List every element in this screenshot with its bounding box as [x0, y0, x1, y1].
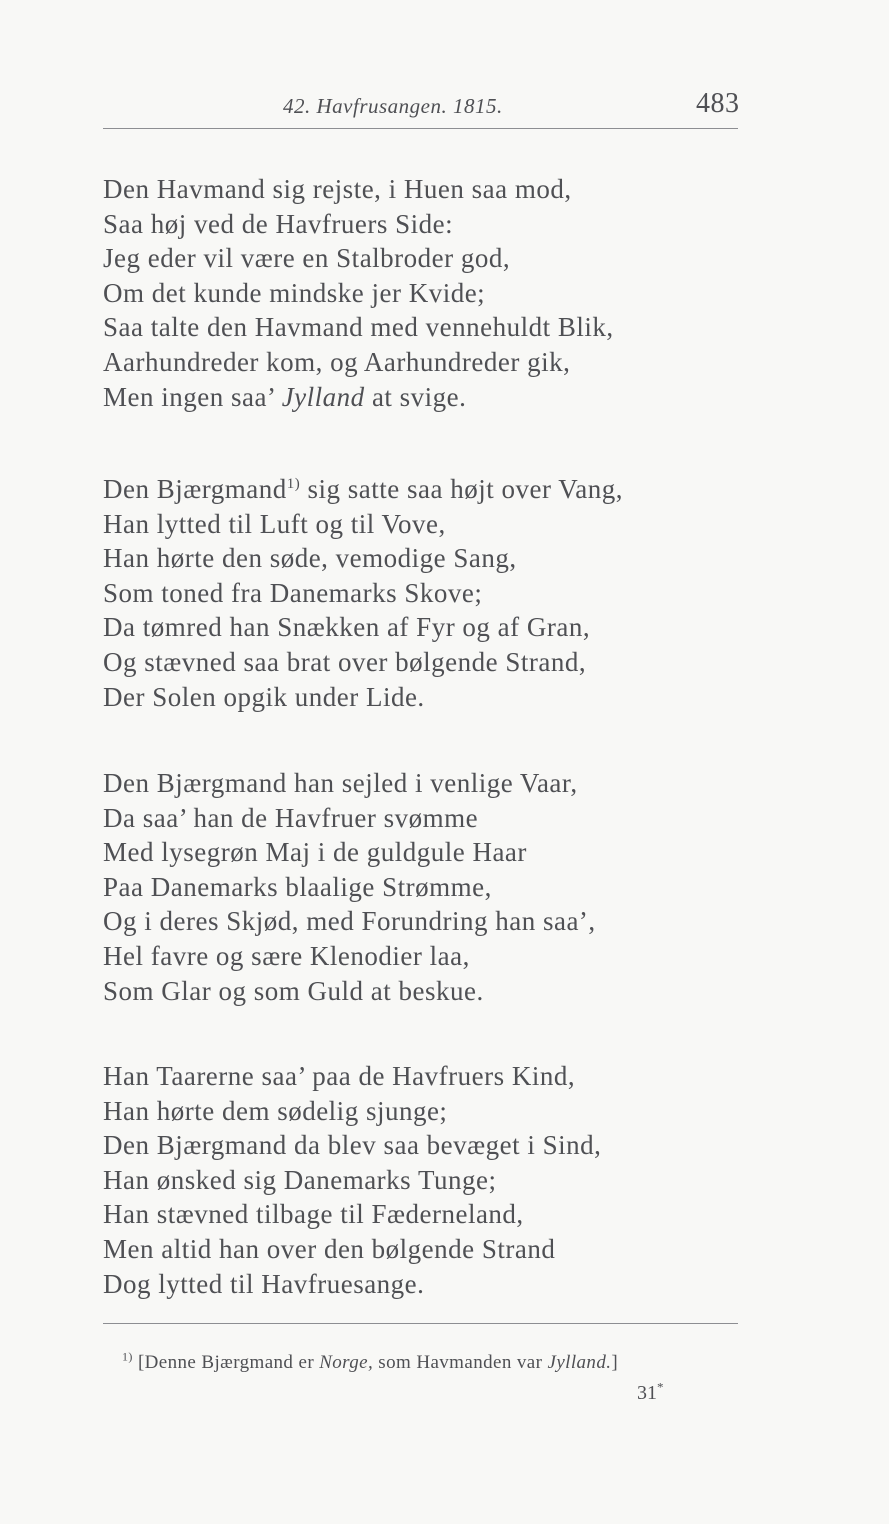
verse-line [103, 380, 803, 415]
footnote-reference: 1) [286, 476, 301, 492]
footnote-rule [103, 1323, 738, 1324]
footnote-text: ] [611, 1352, 619, 1373]
page-header [0, 88, 889, 128]
footnote-italic: Norge, [319, 1352, 374, 1373]
verse-line: Og i deres Skjød, med Forundring han saa’, [103, 906, 596, 937]
header-rule [103, 128, 738, 129]
verse-line: Han Taarerne saa’ paa de Havfruers Kind, [103, 1061, 576, 1091]
verse-line: Saa talte den Havmand med vennehuldt Blik, [103, 312, 614, 343]
verse-line [103, 472, 803, 507]
page-number: 483 [696, 88, 740, 119]
verse-line: Han stævned tilbage til Fæderneland, [103, 1199, 524, 1230]
verse-text: sig satte saa højt over Vang, [300, 474, 623, 504]
verse-line: Den Bjærgmand han sejled i venlige Vaar, [103, 768, 578, 798]
verse-text: at svige. [364, 381, 467, 412]
verse-line: Han ønsked sig Danemarks Tunge; [103, 1164, 497, 1195]
verse-line: Han hørte den søde, vemodige Sang, [103, 543, 517, 574]
verse-text: Den Bjærgmand [103, 474, 287, 504]
verse-line: Der Solen opgik under Lide. [103, 681, 425, 712]
verse-line: Hel favre og sære Klenodier laa, [103, 940, 470, 971]
signature-number: 31 [637, 1382, 657, 1404]
verse-line: Paa Danemarks blaalige Strømme, [103, 871, 492, 902]
verse-line: Den Bjærgmand da blev saa bevæget i Sind, [103, 1130, 602, 1161]
verse-line: Han lytted til Luft og til Vove, [103, 508, 446, 539]
verse-line: Aarhundreder kom, og Aarhundreder gik, [103, 346, 571, 377]
footnote-text: [Denne Bjærgmand er [132, 1352, 320, 1373]
stanza-4 [103, 1059, 803, 1301]
verse-line: Dog lytted til Havfruesange. [103, 1268, 425, 1299]
stanza-1 [103, 172, 803, 414]
signature-mark [637, 1379, 664, 1405]
verse-line: Men altid han over den bølgende Strand [103, 1233, 556, 1264]
footnote-text: som Havmanden var [373, 1352, 548, 1373]
verse-line: Som toned fra Danemarks Skove; [103, 577, 483, 608]
footnote-italic: Jylland. [547, 1352, 612, 1373]
verse-line: Da tømred han Snækken af Fyr og af Gran, [103, 612, 591, 643]
footnote [122, 1349, 619, 1374]
stanza-3 [103, 766, 803, 1008]
running-head: 42. Havfrusangen. 1815. [283, 94, 503, 118]
verse-text: Men ingen saa’ [103, 381, 282, 412]
verse-line: Han hørte dem sødelig sjunge; [103, 1095, 448, 1126]
verse-line: Som Glar og som Guld at beskue. [103, 975, 484, 1006]
verse-line: Da saa’ han de Havfruer svømme [103, 802, 479, 833]
verse-line: Den Havmand sig rejste, i Huen saa mod, [103, 174, 572, 204]
verse-line: Om det kunde mindske jer Kvide; [103, 277, 486, 308]
signature-asterisk: * [657, 1379, 664, 1395]
italic-place-name: Jylland [281, 381, 365, 412]
verse-line: Saa høj ved de Havfruers Side: [103, 208, 454, 239]
footnote-mark: 1) [122, 1349, 133, 1364]
verse-line: Med lysegrøn Maj i de guldgule Haar [103, 837, 527, 868]
stanza-2 [103, 472, 803, 714]
verse-line: Jeg eder vil være en Stalbroder god, [103, 243, 511, 274]
verse-line: Og stævned saa brat over bølgende Strand, [103, 646, 587, 677]
